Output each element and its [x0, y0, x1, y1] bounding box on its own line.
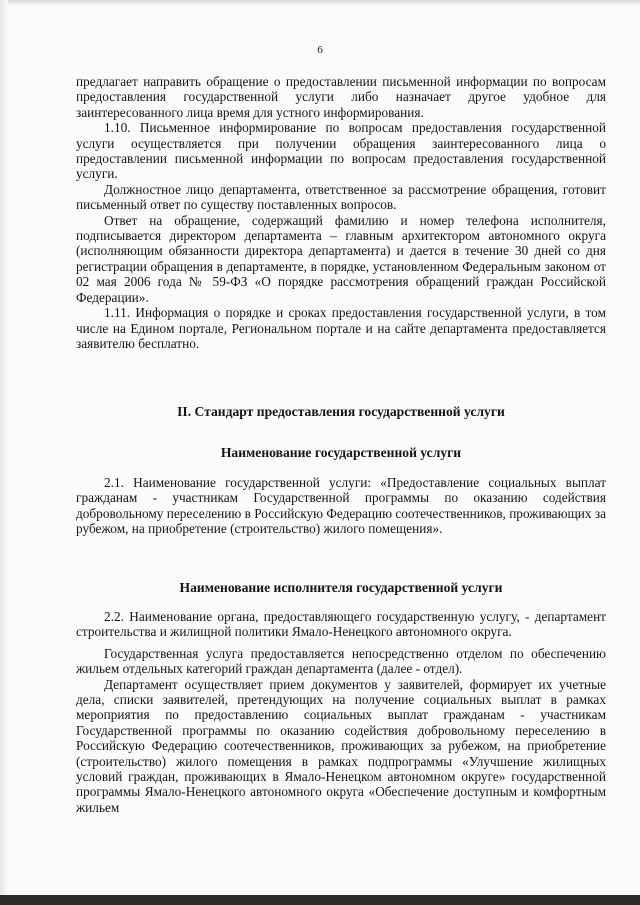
text-block-1	[76, 74, 606, 351]
scan-left-edge	[0, 0, 8, 905]
scan-bottom-edge	[0, 895, 640, 905]
paragraph-response: Ответ на обращение, содержащий фамилию и номер телефона исполнителя, подписывается директором департамента – главным архитектором автономного округа (исполняющим обязанности директора департамента) и дается в течение 30 дней со дня регистрации обращения в департаменте, в порядке, установленном Федеральным законом от 02 мая 2006 года № 59-ФЗ «О порядке рассмотрения обращений граждан Российской Федерации».	[76, 212, 606, 305]
text-block-3	[76, 609, 606, 815]
subheading-service-name: Наименование государственной услуги	[220, 445, 462, 460]
paragraph-continuation: предлагает направить обращение о предоставлении письменной информации по вопросам предоставления государственной услуги либо назначает другое удобное для заинтересованного лица время для устного информирования.	[76, 74, 606, 120]
paragraph-official: Должностное лицо департамента, ответственное за рассмотрение обращения, готовит письменный ответ по существу поставленных вопросов.	[76, 181, 606, 213]
paragraph-2-2: 2.2. Наименование органа, предоставляющего государственную услугу, - департамент строительства и жилищной политики Ямало-Ненецкого автономного округа.	[76, 609, 606, 640]
paragraph-direct: Государственная услуга предоставляется непосредственно отделом по обеспечению жильем отдельных категорий граждан департамента (далее - отдел).	[76, 645, 606, 677]
section-heading: II. Стандарт предоставления государственной услуги	[177, 404, 505, 419]
text-block-2	[76, 475, 606, 537]
page-number: 6	[317, 44, 323, 56]
paragraph-2-1: 2.1. Наименование государственной услуги: «Предоставление социальных выплат гражданам - участникам Государственной программы по оказанию содействия добровольному переселению в Российскую Федерацию соотечественников, проживающих за рубежом, на приобретение (строительство) жилого помещения».	[76, 475, 606, 537]
paragraph-1-10: 1.10. Письменное информирование по вопросам предоставления государственной услуги осуществляется при получении обращения заинтересованного лица о предоставлении письменной информации по вопросам предоставления государственной услуги.	[76, 120, 606, 182]
paragraph-department-duties: Департамент осуществляет прием документов у заявителей, формирует их учетные дела, списки заявителей, претендующих на получение социальных выплат в рамках мероприятия по предоставлению социальных выплат гражданам - участникам Государственной программы по оказанию содействия добровольному переселению в Российскую Федерацию соотечественников, проживающих за рубежом, на приобретение (строительство) жилого помещения в рамках подпрограммы «Улучшение жилищных условий граждан, проживающих в Ямало-Ненецком автономном округе» государственной программы Ямало-Ненецкого автономного округа «Обеспечение доступным и комфортным жильем	[76, 676, 606, 815]
scan-top-edge	[0, 0, 640, 6]
subheading-executor: Наименование исполнителя государственной услуги	[179, 580, 503, 595]
paragraph-1-11: 1.11. Информация о порядке и сроках предоставления государственной услуги, в том числе на Едином портале, Региональном портале и на сайте департамента предоставляется заявителю бесплатно.	[76, 305, 606, 351]
